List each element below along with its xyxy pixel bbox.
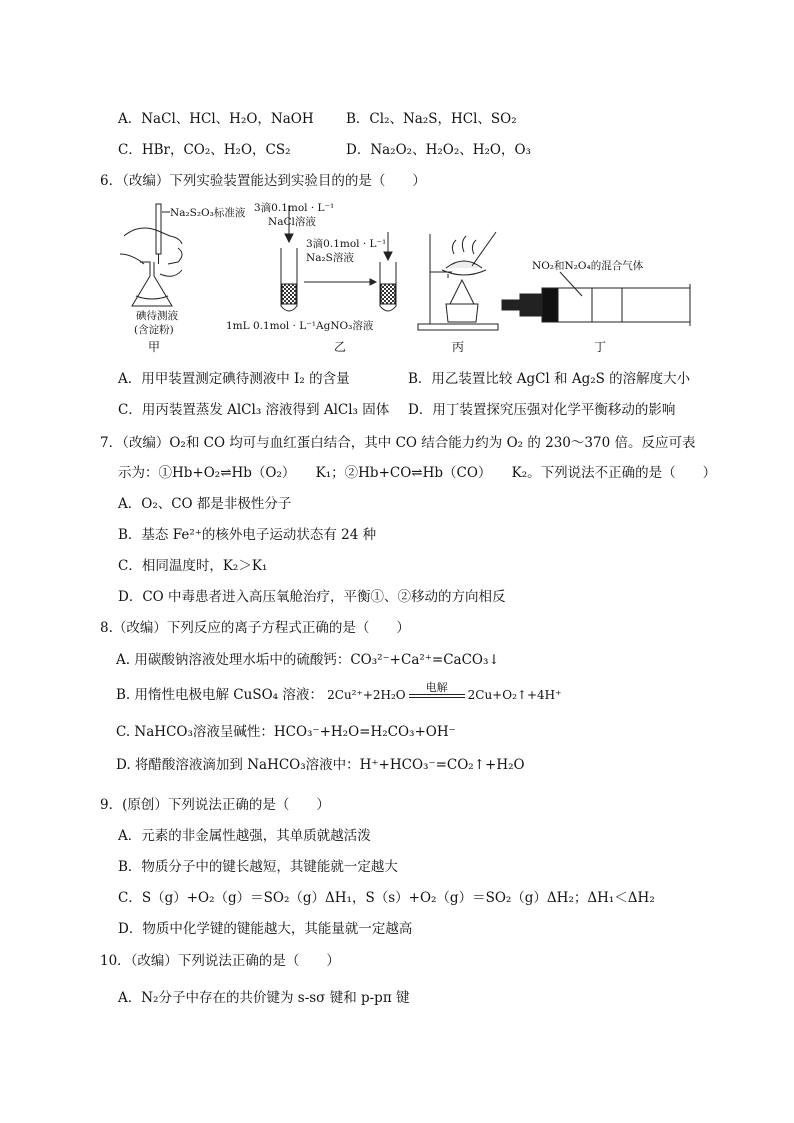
q8-option-d: D. 将醋酸溶液滴加到 NaHCO₃溶液中：H⁺+HCO₃⁻=CO₂↑+H₂O — [116, 757, 525, 773]
q9-option-b: B．物质分子中的键长越短，其键能就一定越大 — [118, 859, 398, 875]
q8-option-b — [116, 680, 562, 704]
q5-option-b: B．Cl₂、Na₂S，HCl、SO₂ — [346, 111, 517, 127]
jia-label-starch: (含淀粉) — [134, 324, 174, 336]
evaporation-apparatus-bing — [418, 232, 498, 330]
q6-stem: 6．（改编）下列实验装置能达到实验目的的是（ ） — [100, 173, 426, 189]
yi-label-na2s: Na₂S溶液 — [306, 252, 354, 264]
yi-label-agno3: 1mL 0.1mol · L⁻¹AgNO₃溶液 — [226, 320, 374, 332]
q8-option-b-eq-right: 2Cu+O₂↑+4H⁺ — [467, 688, 562, 702]
q8-option-b-text: B. 用惰性电极电解 CuSO₄ 溶液： — [116, 687, 323, 703]
q8-option-b-eq-left: 2Cu²⁺+2H₂O — [327, 688, 406, 702]
q8-option-b-eq-sign — [406, 680, 468, 698]
q6-option-d: D．用丁装置探究压强对化学平衡移动的影响 — [408, 402, 676, 418]
q7-option-a: A．O₂、CO 都是非极性分子 — [118, 496, 292, 512]
caption-jia: 甲 — [148, 340, 161, 354]
q10-option-a: A．N₂分子中存在的共价键为 s-sσ 键和 p-pπ 键 — [118, 990, 410, 1006]
q7-stem-line1: 7．（改编）O₂和 CO 均可与血红蛋白结合，其中 CO 结合能力约为 O₂ 的 230～370 倍。反应可表 — [100, 435, 696, 451]
q8-option-a: A. 用碳酸钠溶液处理水垢中的硫酸钙：CO₃²⁻+Ca²⁺=CaCO₃↓ — [116, 652, 500, 668]
caption-bing: 丙 — [452, 340, 465, 354]
q7-option-c: C．相同温度时，K₂＞K₁ — [118, 558, 268, 574]
yi-label-na2s-drops: 3滴0.1mol · L⁻¹ — [306, 238, 387, 250]
q8-option-b-eq-condition: 电解 — [425, 680, 448, 694]
q9-option-c: C．S（g）+O₂（g）＝SO₂（g）ΔH₁，S（s）+O₂（g）＝SO₂（g）ΔH₂；ΔH₁＜ΔH₂ — [118, 890, 655, 906]
q7-option-b: B．基态 Fe²⁺的核外电子运动状态有 24 种 — [118, 527, 377, 543]
q10-stem: 10．（改编）下列说法正确的是（ ） — [100, 953, 340, 969]
caption-yi: 乙 — [334, 340, 347, 354]
q8-option-c: C. NaHCO₃溶液呈碱性：HCO₃⁻+H₂O=H₂CO₃+OH⁻ — [116, 724, 456, 740]
q6-option-c: C．用丙装置蒸发 AlCl₃ 溶液得到 AlCl₃ 固体 — [118, 402, 390, 418]
ding-label-gas: NO₂和N₂O₄的混合气体 — [532, 260, 644, 272]
q7-stem-line2: 示为：①Hb+O₂⇌Hb（O₂） K₁；②Hb+CO⇌Hb（CO） K₂。下列说法不正确的是（ ） — [118, 465, 717, 481]
q9-option-d: D．物质中化学键的键能越大，其能量就一定越高 — [118, 921, 413, 937]
jia-label-sample: 碘待测液 — [136, 310, 178, 322]
q9-stem: 9．(原创）下列说法正确的是（ ） — [100, 797, 330, 813]
q8-stem: 8.（改编）下列反应的离子方程式正确的是（ ） — [100, 620, 410, 636]
q7-option-d: D．CO 中毒患者进入高压氧舱治疗，平衡①、②移动的方向相反 — [118, 589, 506, 605]
caption-ding: 丁 — [594, 340, 607, 354]
q6-apparatus-figure — [112, 196, 702, 356]
q5-option-a: A．NaCl、HCl、H₂O，NaOH — [118, 111, 314, 127]
q6-option-b: B．用乙装置比较 AgCl 和 Ag₂S 的溶解度大小 — [408, 371, 691, 387]
q5-option-c: C．HBr，CO₂、H₂O，CS₂ — [118, 142, 291, 158]
jia-label-titrant: Na₂S₂O₃标准液 — [170, 207, 246, 219]
apparatus-drawing — [112, 196, 702, 356]
syringe-apparatus-ding — [502, 272, 690, 326]
q5-option-d: D．Na₂O₂、H₂O₂、H₂O，O₃ — [346, 142, 531, 158]
yi-label-nacl-drops: 3滴0.1mol · L⁻¹ — [254, 202, 335, 214]
q9-option-a: A．元素的非金属性越强，其单质就越活泼 — [118, 828, 371, 844]
q6-option-a: A．用甲装置测定碘待测液中 I₂ 的含量 — [118, 371, 350, 387]
yi-label-nacl: NaCl溶液 — [268, 216, 316, 228]
